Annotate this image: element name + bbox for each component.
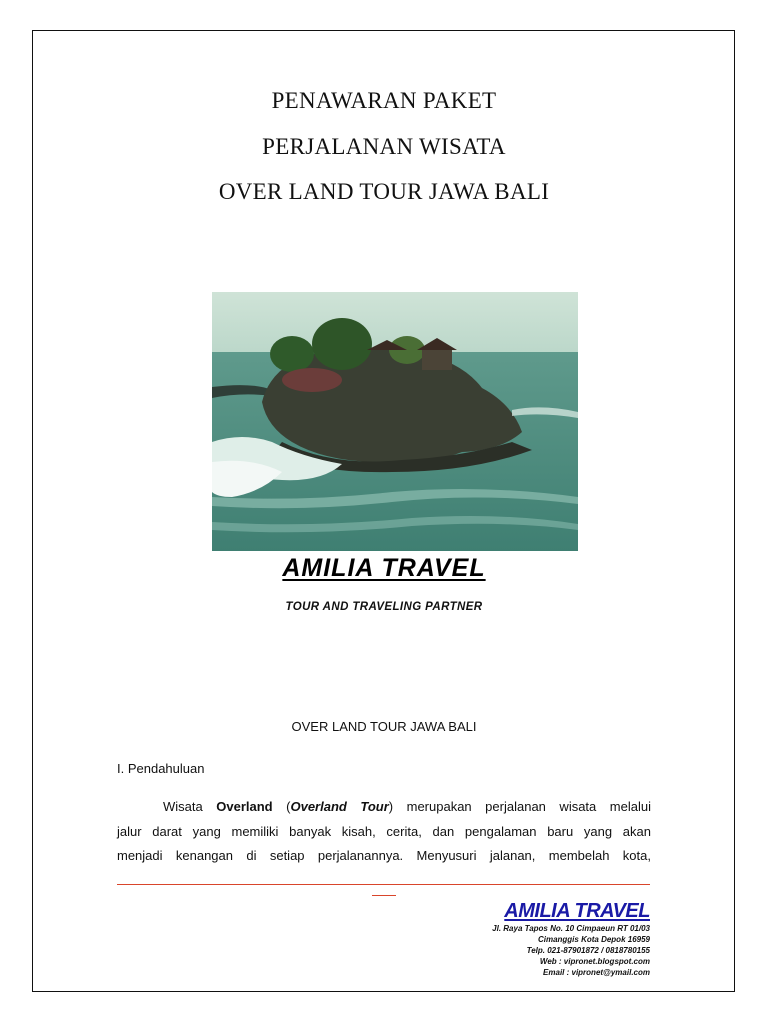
footer-address-2: Cimanggis Kota Depok 16959 <box>537 935 650 944</box>
paragraph-line-2: jalur darat yang memiliki banyak kisah, cerita, dan pengalaman baru yang akan <box>117 823 651 839</box>
brand-name: AMILIA TRAVEL <box>282 554 486 582</box>
title-line-2: PERJALANAN WISATA <box>262 134 506 159</box>
section-heading: I. Pendahuluan <box>117 761 205 776</box>
footer-divider-mark <box>372 895 396 896</box>
footer-web: Web : vipronet.blogspot.com <box>539 957 650 966</box>
paragraph-line-1: Wisata Overland (Overland Tour) merupakan perjalanan wisata melalui <box>163 799 651 814</box>
brand-tagline: TOUR AND TRAVELING PARTNER <box>285 601 483 613</box>
section-title: OVER LAND TOUR JAWA BALI <box>291 719 477 734</box>
title-line-1: PENAWARAN PAKET <box>271 88 497 113</box>
intro-paragraph <box>117 795 651 869</box>
footer-divider <box>117 884 650 885</box>
footer-email: Email : vipronet@ymail.com <box>543 968 650 977</box>
paragraph-line-3: menjadi kenangan di setiap perjalanannya. Menyusuri jalanan, membelah kota, <box>117 848 651 863</box>
footer-phone: Telp. 021-87901872 / 0818780155 <box>526 946 650 955</box>
footer-address-1: Jl. Raya Tapos No. 10 Cimpaeun RT 01/03 <box>492 924 650 933</box>
footer-contact <box>492 899 650 978</box>
footer-brand: AMILIA TRAVEL <box>504 900 650 922</box>
title-line-3: OVER LAND TOUR JAWA BALI <box>218 179 550 204</box>
cover-photo <box>212 292 578 551</box>
